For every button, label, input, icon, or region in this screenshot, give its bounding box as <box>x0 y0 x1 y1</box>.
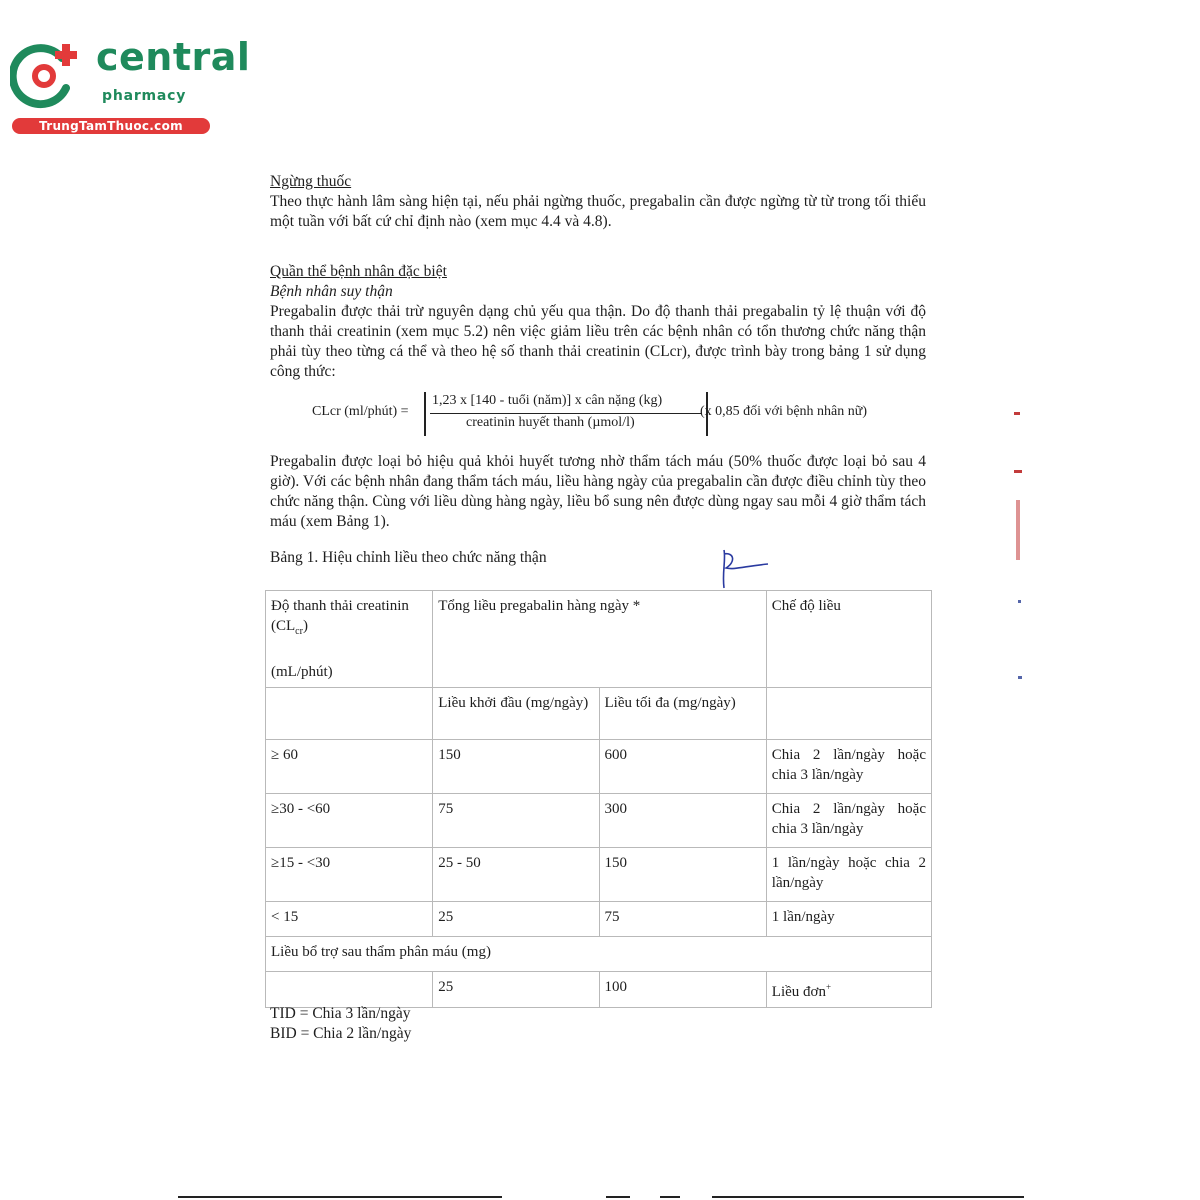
cell-regimen: Chia 2 lần/ngày hoặc chia 3 lần/ngày <box>766 740 931 794</box>
paragraph-dialysis: Pregabalin được loại bỏ hiệu quả khỏi huyết tương nhờ thẩm tách máu (50% thuốc được loại bỏ sau 4 giờ). Với các bệnh nhân đang thẩm tách máu, liều hàng ngày của pregabalin cần được điều chỉnh tùy theo chức năng thận. Cùng với liều dùng hàng ngày, liều bổ sung nên được dùng ngay sau mỗi 4 giờ thẩm tách máu (xem Bảng 1). <box>270 453 926 530</box>
subheader-empty-2 <box>766 688 931 740</box>
header-clcr-line1: Độ thanh thải creatinin <box>271 598 409 614</box>
footnotes <box>270 1004 411 1044</box>
cell-regimen: 1 lần/ngày hoặc chia 2 lần/ngày <box>766 848 931 902</box>
cell-supp-regimen <box>766 972 931 1008</box>
header-clcr-suffix: ) <box>302 618 308 634</box>
brand-logo <box>10 35 251 136</box>
table-header-row <box>266 591 932 688</box>
scan-mark <box>1016 500 1020 560</box>
table-supplement-label-row <box>266 937 932 972</box>
scan-bottom-edge <box>660 1196 680 1198</box>
cell-clcr: ≥15 - <30 <box>266 848 433 902</box>
table-supplement-row <box>266 972 932 1008</box>
cell-start: 150 <box>433 740 599 794</box>
heading-stop: Ngừng thuốc <box>270 173 352 190</box>
formula-denominator: creatinin huyết thanh (µmol/l) <box>466 415 635 430</box>
subheader-empty <box>266 688 433 740</box>
cell-max: 300 <box>599 794 766 848</box>
subheader-max-dose: Liều tối đa (mg/ngày) <box>599 688 766 740</box>
cell-start: 25 - 50 <box>433 848 599 902</box>
heading-renal: Bệnh nhân suy thận <box>270 283 393 300</box>
central-pharmacy-logo-icon <box>10 38 84 112</box>
cell-regimen: 1 lần/ngày <box>766 902 931 937</box>
supp-regimen-sup: + <box>825 982 832 992</box>
cell-supp-start: 25 <box>433 972 599 1008</box>
logo-brand-text: central <box>96 35 251 79</box>
scan-bottom-edge <box>178 1196 502 1198</box>
cell-start: 25 <box>433 902 599 937</box>
formula-fraction-line <box>430 413 702 414</box>
formula-lhs: CLcr (ml/phút) = <box>312 404 409 419</box>
scan-bottom-edge <box>606 1196 630 1198</box>
logo-ribbon: TrungTamThuoc.com <box>12 118 210 134</box>
header-clcr-prefix: (CL <box>271 618 296 634</box>
subheader-start-dose: Liều khởi đầu (mg/ngày) <box>433 688 599 740</box>
cell-start: 75 <box>433 794 599 848</box>
header-total-dose: Tổng liều pregabalin hàng ngày * <box>433 591 767 688</box>
paragraph-stop: Theo thực hành lâm sàng hiện tại, nếu phải ngừng thuốc, pregabalin cần được ngừng từ từ trong tối thiểu một tuần với bất cứ chỉ định nào (xem mục 4.4 và 4.8). <box>270 193 926 230</box>
clcr-formula <box>312 392 932 438</box>
scan-mark <box>1014 470 1022 473</box>
scan-mark <box>1014 412 1020 415</box>
document-body <box>270 172 926 382</box>
formula-numerator: 1,23 x [140 - tuổi (năm)] x cân nặng (kg) <box>432 393 663 408</box>
table-row <box>266 794 932 848</box>
scan-bottom-edge <box>712 1196 1024 1198</box>
table-subheader-row <box>266 688 932 740</box>
scan-mark <box>1018 676 1022 679</box>
cell-max: 600 <box>599 740 766 794</box>
footnote-bid: BID = Chia 2 lần/ngày <box>270 1025 412 1042</box>
cell-clcr: < 15 <box>266 902 433 937</box>
table-caption: Bảng 1. Hiệu chỉnh liều theo chức năng thận <box>270 549 547 566</box>
scan-mark <box>1018 600 1021 603</box>
logo-sub-text: pharmacy <box>102 88 187 104</box>
signature-mark <box>712 546 782 596</box>
formula-rhs: (x 0,85 đối với bệnh nhân nữ) <box>700 404 868 419</box>
paragraph-renal: Pregabalin được thải trừ nguyên dạng chủ yếu qua thận. Do độ thanh thải pregabalin tỷ lệ thuận với độ thanh thải creatinin (xem mục 5.2) nên việc giảm liều trên các bệnh nhân có tổn thương chức năng thận phải tùy theo từng cá thể và theo hệ số thanh thải creatinin (CLcr), được trình bày trong bảng 1 sử dụng công thức: <box>270 303 926 380</box>
supplement-label: Liều bổ trợ sau thẩm phân máu (mg) <box>266 937 932 972</box>
formula-bracket <box>424 392 708 436</box>
header-clcr-cell <box>266 591 433 688</box>
supp-regimen-text: Liều đơn <box>771 984 826 1000</box>
footnote-tid: TID = Chia 3 lần/ngày <box>270 1005 411 1022</box>
table-row <box>266 902 932 937</box>
table-row <box>266 848 932 902</box>
dose-adjustment-table <box>265 590 932 1008</box>
cell-supp-max: 100 <box>599 972 766 1008</box>
cell-clcr: ≥30 - <60 <box>266 794 433 848</box>
header-clcr-sub: cr <box>295 626 303 637</box>
cell-max: 75 <box>599 902 766 937</box>
cell-clcr: ≥ 60 <box>266 740 433 794</box>
header-regimen: Chế độ liều <box>766 591 931 688</box>
cell-max: 150 <box>599 848 766 902</box>
cell-empty <box>266 972 433 1008</box>
header-clcr-unit: (mL/phút) <box>271 664 333 680</box>
cell-regimen: Chia 2 lần/ngày hoặc chia 3 lần/ngày <box>766 794 931 848</box>
heading-special-populations: Quần thể bệnh nhân đặc biệt <box>270 263 447 280</box>
table-row <box>266 740 932 794</box>
